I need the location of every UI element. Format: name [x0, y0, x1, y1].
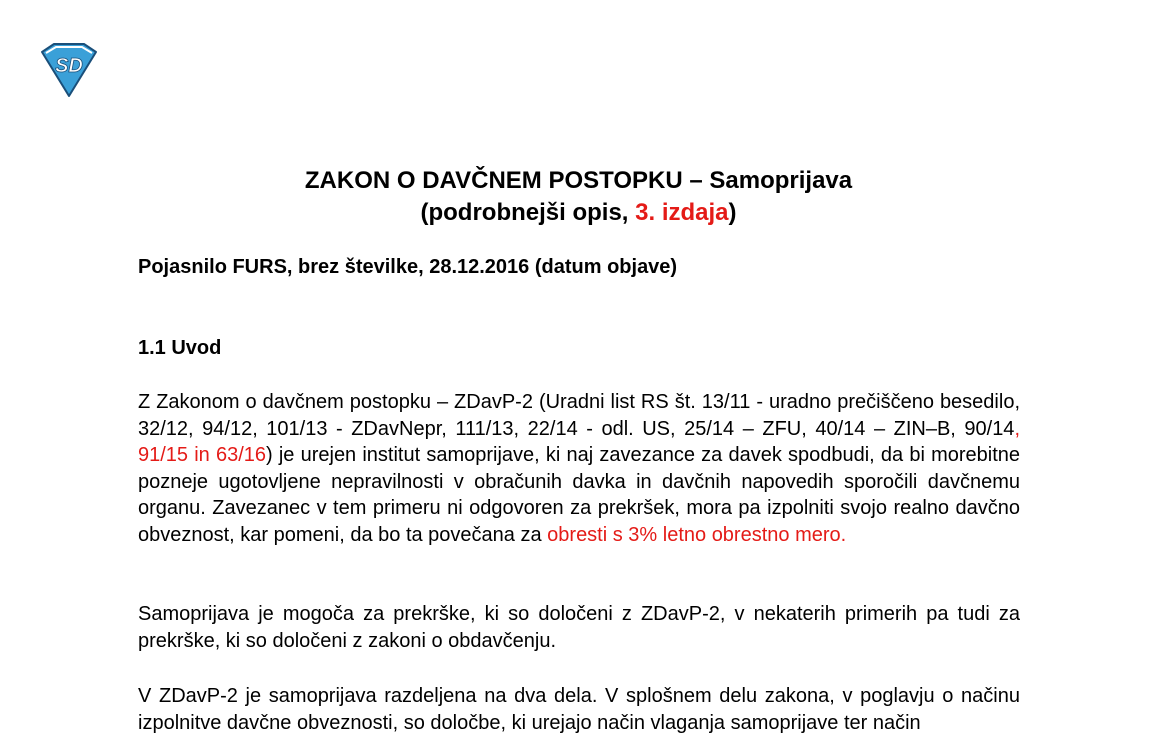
- paragraph-3: V ZDavP-2 je samoprijava razdeljena na dva dela. V splošnem delu zakona, v poglavju o načinu izpolnitve davčne obveznosti, so določbe, ki urejajo način vlaganja samoprijave ter način: [138, 685, 1020, 734]
- paragraph-1-text-a: Z Zakonom o davčnem postopku – ZDavP-2 (Uradni list RS št. 13/11 - uradno prečiščeno besedilo, 32/12, 94/12, 101/13 - ZDavNepr, 111/13, 22/14 - odl. US, 25/14 – ZFU, 40/14 – ZIN–B, 90/14: [138, 391, 1020, 440]
- title-open: (podrobnejši opis,: [420, 199, 636, 226]
- paragraph-1-text-b: ) je urejen institut samoprijave, ki naj zavezance za davek spodbudi, da bi morebitne pozneje ugotovljene nepravilnosti v obračunih davka in davčnih napovedih sporočili davčnemu organu. Zavezanec v tem primeru ni odgovoren za prekršek, mora pa izpolniti svojo realno davčno obveznost, kar pomeni, da bo ta povečana za: [138, 444, 1020, 546]
- paragraph-1-red-a: , 91/15 in 63/16: [138, 417, 1020, 466]
- paragraph-1: [138, 389, 1020, 548]
- document-subtitle: Pojasnilo FURS, brez številke, 28.12.2016 (datum objave): [138, 256, 678, 278]
- sd-logo: [32, 40, 106, 100]
- title-edition-red: 3. izdaja: [635, 199, 729, 226]
- paragraph-1-red-b: obresti s 3% letno obrestno mero.: [547, 523, 847, 546]
- title-close: ): [728, 199, 737, 226]
- section-heading: 1.1 Uvod: [138, 337, 222, 359]
- logo-letters: SD: [55, 55, 83, 77]
- document-title-edition: [0, 198, 1157, 228]
- paragraph-2: Samoprijava je mogoča za prekrške, ki so določeni z ZDavP-2, v nekaterih primerih pa tudi za prekrške, ki so določeni z zakoni o obdavčenju.: [138, 603, 1020, 652]
- document-title: ZAKON O DAVČNEM POSTOPKU – Samoprijava: [304, 167, 853, 194]
